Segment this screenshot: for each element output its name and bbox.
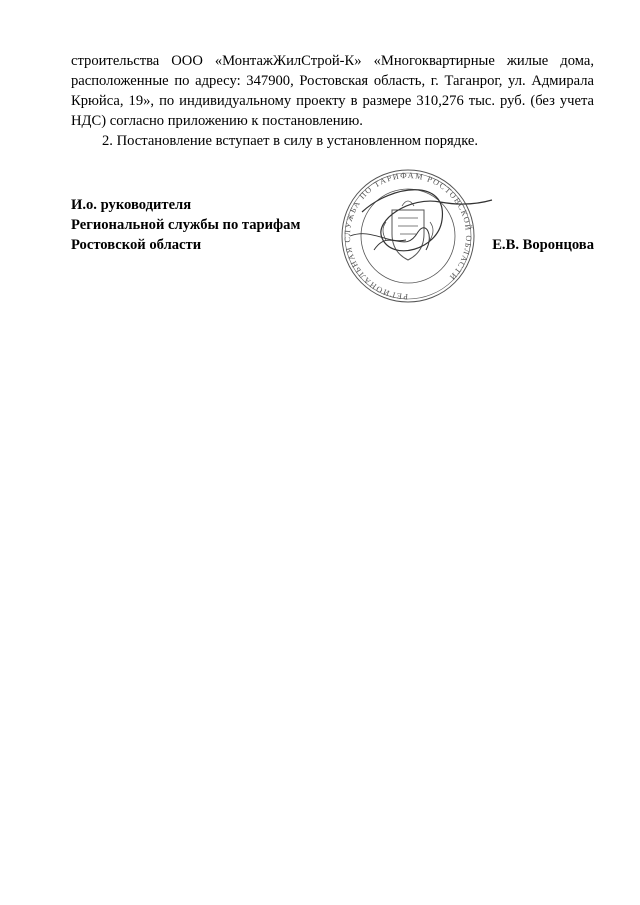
signatory-position-line: Региональной службы по тарифам [71, 217, 301, 233]
svg-text:РЕГИОНАЛЬНАЯ СЛУЖБА ПО ТАРИФАМ: РЕГИОНАЛЬНАЯ СЛУЖБА ПО ТАРИФАМ РОСТОВСКОЙ ОБЛАСТИ [342, 170, 474, 302]
signatory-position [71, 195, 300, 255]
paragraph-continued: строительства ООО «МонтажЖилСтрой-К» «Многоквартирные жилые дома, расположенные по адресу: 347900, Ростовская область, г. Таганрог, ул. Адмирала Крюйса, 19», по индивидуальному проекту в размере 310,276 тыс. руб. (без учета НДС) согласно приложению к постановлению. [71, 53, 594, 129]
official-seal-icon [322, 166, 494, 308]
document-body [71, 51, 594, 151]
signatory-position-line: Ростовской области [71, 237, 202, 253]
paragraph-item-2: 2. Постановление вступает в силу в установленном порядке. [102, 133, 479, 149]
signatory-name: Е.В. Воронцова [492, 237, 594, 253]
signatory-position-line: И.о. руководителя [71, 197, 192, 213]
